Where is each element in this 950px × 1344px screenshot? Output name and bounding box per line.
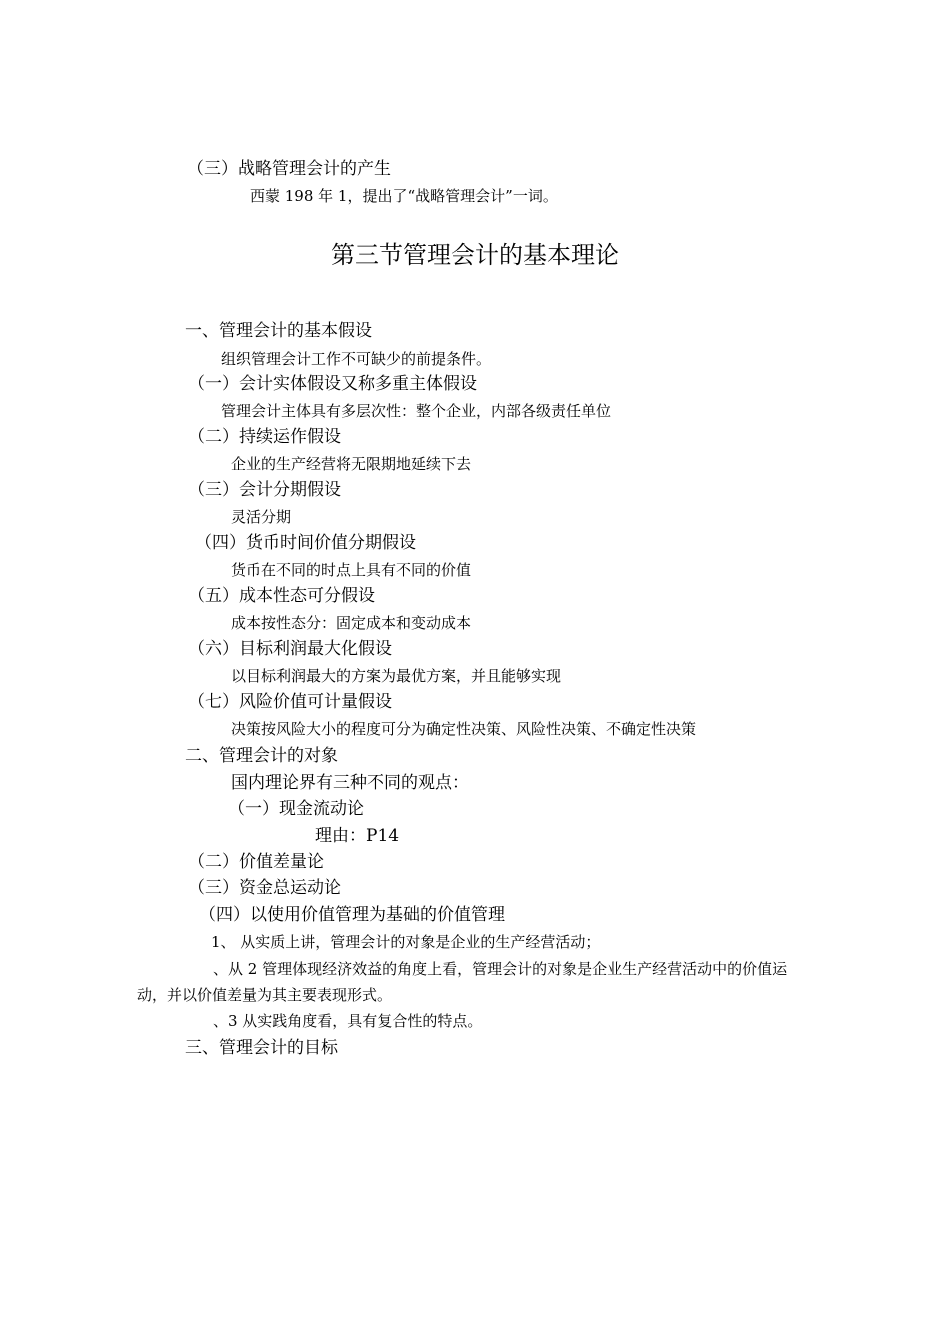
heading-target-profit: （六）目标利润最大化假设 — [188, 639, 392, 659]
heading-time-value: （四）货币时间价值分期假设 — [195, 533, 416, 553]
heading-going-concern: （二）持续运作假设 — [188, 427, 341, 447]
paragraph-cost-behavior: 成本按性态分：固定成本和变动成本 — [231, 614, 472, 632]
paragraph-time-value: 货币在不同的时点上具有不同的价值 — [231, 561, 472, 579]
section-title: 第三节管理会计的基本理论 — [331, 241, 619, 269]
heading-value-difference-theory: （二）价值差量论 — [188, 852, 324, 872]
paragraph-strategic-accounting: 西蒙 198 年 1，提出了“战略管理会计”一词。 — [250, 187, 558, 205]
paragraph-entity-assumption: 管理会计主体具有多层次性：整个企业，内部各级责任单位 — [221, 402, 612, 420]
paragraph-basic-assumptions: 组织管理会计工作不可缺少的前提条件。 — [221, 350, 492, 368]
heading-cost-behavior: （五）成本性态可分假设 — [188, 586, 375, 606]
paragraph-point-1: 1、 从实质上讲，管理会计的对象是企业的生产经营活动； — [211, 933, 601, 951]
heading-risk-value: （七）风险价值可计量假设 — [188, 692, 392, 712]
heading-basic-assumptions: 一、管理会计的基本假设 — [185, 321, 372, 341]
heading-periodicity: （三）会计分期假设 — [188, 480, 341, 500]
paragraph-point-2: 、从 2 管理体现经济效益的角度上看，管理会计的对象是企业生产经营活动中的价值运 — [213, 960, 788, 978]
heading-cash-flow-theory: （一）现金流动论 — [228, 799, 364, 819]
paragraph-target-profit: 以目标利润最大的方案为最优方案，并且能够实现 — [231, 667, 562, 685]
subsection-heading-strategic-accounting: （三）战略管理会计的产生 — [187, 159, 391, 179]
paragraph-accounting-object: 国内理论界有三种不同的观点： — [231, 773, 469, 793]
heading-accounting-object: 二、管理会计的对象 — [185, 746, 338, 766]
paragraph-cash-flow-reason: 理由：P14 — [315, 826, 400, 846]
heading-use-value-management: （四）以使用价值管理为基础的价值管理 — [199, 905, 505, 925]
paragraph-risk-value: 决策按风险大小的程度可分为确定性决策、风险性决策、不确定性决策 — [231, 720, 697, 738]
heading-fund-movement-theory: （三）资金总运动论 — [188, 878, 341, 898]
heading-accounting-goals: 三、管理会计的目标 — [185, 1038, 338, 1058]
paragraph-point-3: 、3 从实践角度看，具有复合性的特点。 — [213, 1012, 483, 1030]
paragraph-going-concern: 企业的生产经营将无限期地延续下去 — [231, 455, 472, 473]
paragraph-periodicity: 灵活分期 — [231, 508, 292, 526]
paragraph-point-2-continued: 动，并以价值差量为其主要表现形式。 — [137, 986, 393, 1004]
heading-entity-assumption: （一）会计实体假设又称多重主体假设 — [188, 374, 477, 394]
